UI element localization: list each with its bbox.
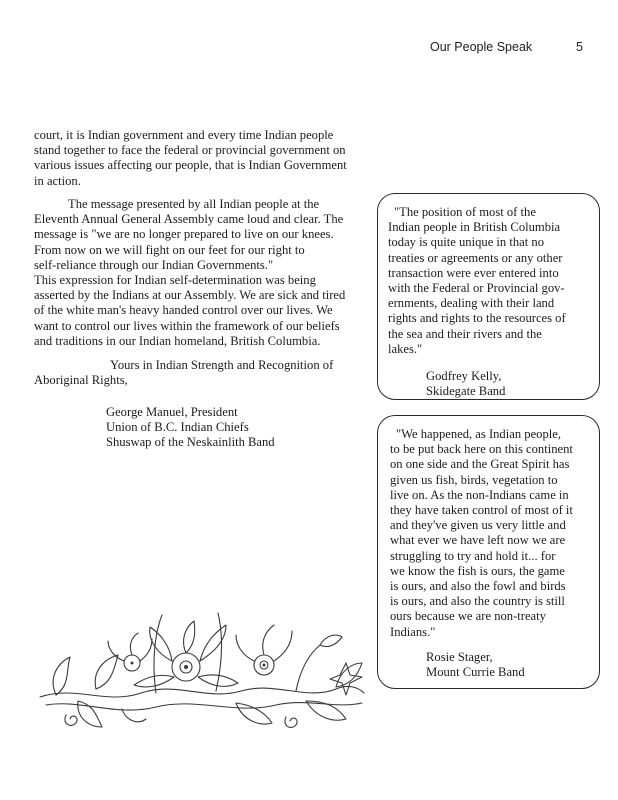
text-line: From now on we will fight on our feet for our right to xyxy=(34,242,305,257)
quote-box-godfrey-kelly xyxy=(377,193,600,400)
text-line: This expression for Indian self-determination was being xyxy=(34,273,316,288)
quote-line: given us fish, birds, vegetation to xyxy=(390,472,558,487)
quote-line: today is quite unique in that no xyxy=(388,235,545,250)
quote-text xyxy=(390,427,573,640)
page-number: 5 xyxy=(576,40,583,54)
quote-line: struggling to try and hold it... for xyxy=(390,548,556,563)
running-title: Our People Speak xyxy=(430,40,533,54)
signature-block xyxy=(106,405,346,451)
quote-line: is ours, and also the country is still xyxy=(390,594,565,609)
quote-line: treaties or agreements or any other xyxy=(388,250,563,265)
quote-line: to be put back here on this continent xyxy=(390,442,573,457)
quote-line: lakes." xyxy=(388,341,423,356)
quote-line: what ever we have left now we are xyxy=(390,533,566,548)
text-line: in action. xyxy=(34,173,81,188)
quote-line: "The position of most of the xyxy=(394,205,536,219)
quote-text xyxy=(388,205,566,357)
quote-line: rights and rights to the resources of xyxy=(388,311,566,326)
attribution-band: Skidegate Band xyxy=(426,384,506,399)
text-line: Yours in Indian Strength and Recognition of xyxy=(110,358,334,372)
signature-band: Shuswap of the Neskainlith Band xyxy=(106,435,275,450)
quote-line: transaction were ever entered into xyxy=(388,265,559,280)
quote-line: live on. As the non-Indians came in xyxy=(390,487,569,502)
text-line: want to control our lives within the framework of our beliefs xyxy=(34,318,340,333)
quote-line: ours because we are non-treaty xyxy=(390,609,546,624)
text-line: various issues affecting our people, that is Indian Government xyxy=(34,158,347,173)
paragraph-message xyxy=(34,197,374,349)
text-line: and traditions in our Indian homeland, British Columbia. xyxy=(34,333,321,348)
quote-line: Indians." xyxy=(390,624,436,639)
quote-line: we know the fish is ours, the game xyxy=(390,563,565,578)
attribution-name: Rosie Stager, xyxy=(426,650,493,664)
signature-org: Union of B.C. Indian Chiefs xyxy=(106,420,249,435)
text-line: asserted by the Indians at our Assembly. We are sick and tired xyxy=(34,288,346,303)
attribution-band: Mount Currie Band xyxy=(426,665,525,680)
text-line: Eleventh Annual General Assembly came loud and clear. The xyxy=(34,212,344,227)
text-line: of the white man's heavy handed control over our lives. We xyxy=(34,303,333,318)
quote-line: with the Federal or Provincial gov- xyxy=(388,281,565,296)
quote-line: they have taken control of most of it xyxy=(390,503,573,518)
quote-line: and they've given us very little and xyxy=(390,518,566,533)
attribution-name: Godfrey Kelly, xyxy=(426,369,502,383)
quote-line: Indian people in British Columbia xyxy=(388,220,561,235)
floral-ornament-illustration xyxy=(36,605,366,735)
quote-line: "We happened, as Indian people, xyxy=(396,427,561,441)
text-line: court, it is Indian government and every time Indian people xyxy=(34,128,334,142)
quote-line: is ours, and also the fowl and birds xyxy=(390,579,566,594)
quote-box-rosie-stager xyxy=(377,415,600,689)
quote-line: ernments, dealing with their land xyxy=(388,296,555,311)
quote-attribution xyxy=(426,650,525,680)
closing-salutation xyxy=(34,358,374,388)
text-line: The message presented by all Indian people at the xyxy=(68,197,320,211)
quote-line: the sea and their rivers and the xyxy=(388,326,542,341)
text-line: self-reliance through our Indian Governments." xyxy=(34,257,274,272)
paragraph-continuation xyxy=(34,128,374,189)
text-line: Aboriginal Rights, xyxy=(34,373,128,388)
signature-name: George Manuel, President xyxy=(106,405,238,419)
text-line: stand together to face the federal or provincial government on xyxy=(34,143,346,158)
quote-line: on one side and the Great Spirit has xyxy=(390,457,570,472)
text-line: message is "we are no longer prepared to live on our knees. xyxy=(34,227,334,242)
quote-attribution xyxy=(426,369,505,399)
